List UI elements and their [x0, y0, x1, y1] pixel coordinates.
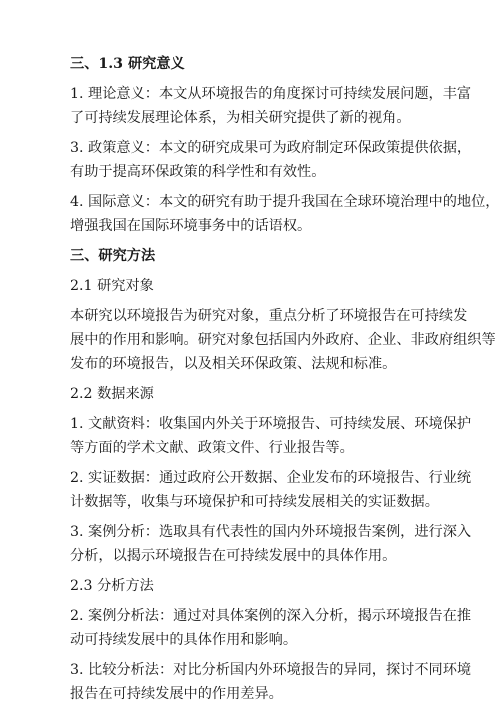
- subsection-heading-analysis-methods: 2.3 分析方法: [70, 578, 154, 594]
- paragraph-literature: [70, 412, 472, 460]
- paragraph-research-object: [70, 304, 496, 376]
- paragraph-line: 本研究以环境报告为研究对象，重点分析了环境报告在可持续发: [70, 308, 468, 324]
- paragraph-line: 2. 案例分析法：通过对具体案例的深入分析，揭示环境报告在推: [70, 608, 472, 624]
- paragraph-line: 分析，以揭示环境报告在可持续发展中的具体作用。: [70, 548, 397, 564]
- paragraph-line: 3. 政策意义：本文的研究成果可为政府制定环保政策提供依据，: [70, 140, 472, 156]
- paragraph-line: 展中的作用和影响。研究对象包括国内外政府、企业、非政府组织等: [70, 332, 496, 348]
- paragraph-line: 报告在可持续发展中的作用差异。: [70, 686, 283, 702]
- paragraph-case-method: [70, 604, 472, 652]
- paragraph-international-significance: [70, 190, 500, 238]
- paragraph-line: 发布的环境报告，以及相关环保政策、法规和标准。: [70, 356, 397, 372]
- paragraph-line: 4. 国际意义：本文的研究有助于提升我国在全球环境治理中的地位，: [70, 194, 500, 210]
- paragraph-line: 了可持续发展理论体系，为相关研究提供了新的视角。: [70, 110, 411, 126]
- paragraph-line: 1. 理论意义：本文从环境报告的角度探讨可持续发展问题，丰富: [70, 86, 472, 102]
- paragraph-policy-significance: [70, 136, 472, 184]
- paragraph-line: 3. 比较分析法：对比分析国内外环境报告的异同，探讨不同环境: [70, 662, 472, 678]
- paragraph-line: 3. 案例分析：选取具有代表性的国内外环境报告案例，进行深入: [70, 524, 472, 540]
- subsection-heading-research-object: 2.1 研究对象: [70, 278, 154, 294]
- paragraph-line: 增强我国在国际环境事务中的话语权。: [70, 218, 312, 234]
- paragraph-line: 等方面的学术文献、政策文件、行业报告等。: [70, 440, 354, 456]
- paragraph-line: 1. 文献资料：收集国内外关于环境报告、可持续发展、环境保护: [70, 416, 472, 432]
- paragraph-empirical-data: [70, 466, 472, 514]
- paragraph-line: 计数据等，收集与环境保护和可持续发展相关的实证数据。: [70, 494, 439, 510]
- section-heading-methods: 三、研究方法: [70, 248, 156, 264]
- subsection-heading-data-sources: 2.2 数据来源: [70, 386, 154, 402]
- paragraph-line: 有助于提高环保政策的科学性和有效性。: [70, 164, 326, 180]
- paragraph-line: 2. 实证数据：通过政府公开数据、企业发布的环境报告、行业统: [70, 470, 472, 486]
- paragraph-comparative-method: [70, 658, 472, 706]
- paragraph-line: 动可持续发展中的具体作用和影响。: [70, 632, 298, 648]
- section-heading-significance: 三、1.3 研究意义: [70, 56, 185, 72]
- paragraph-theoretical-significance: [70, 82, 472, 130]
- paragraph-case-analysis: [70, 520, 472, 568]
